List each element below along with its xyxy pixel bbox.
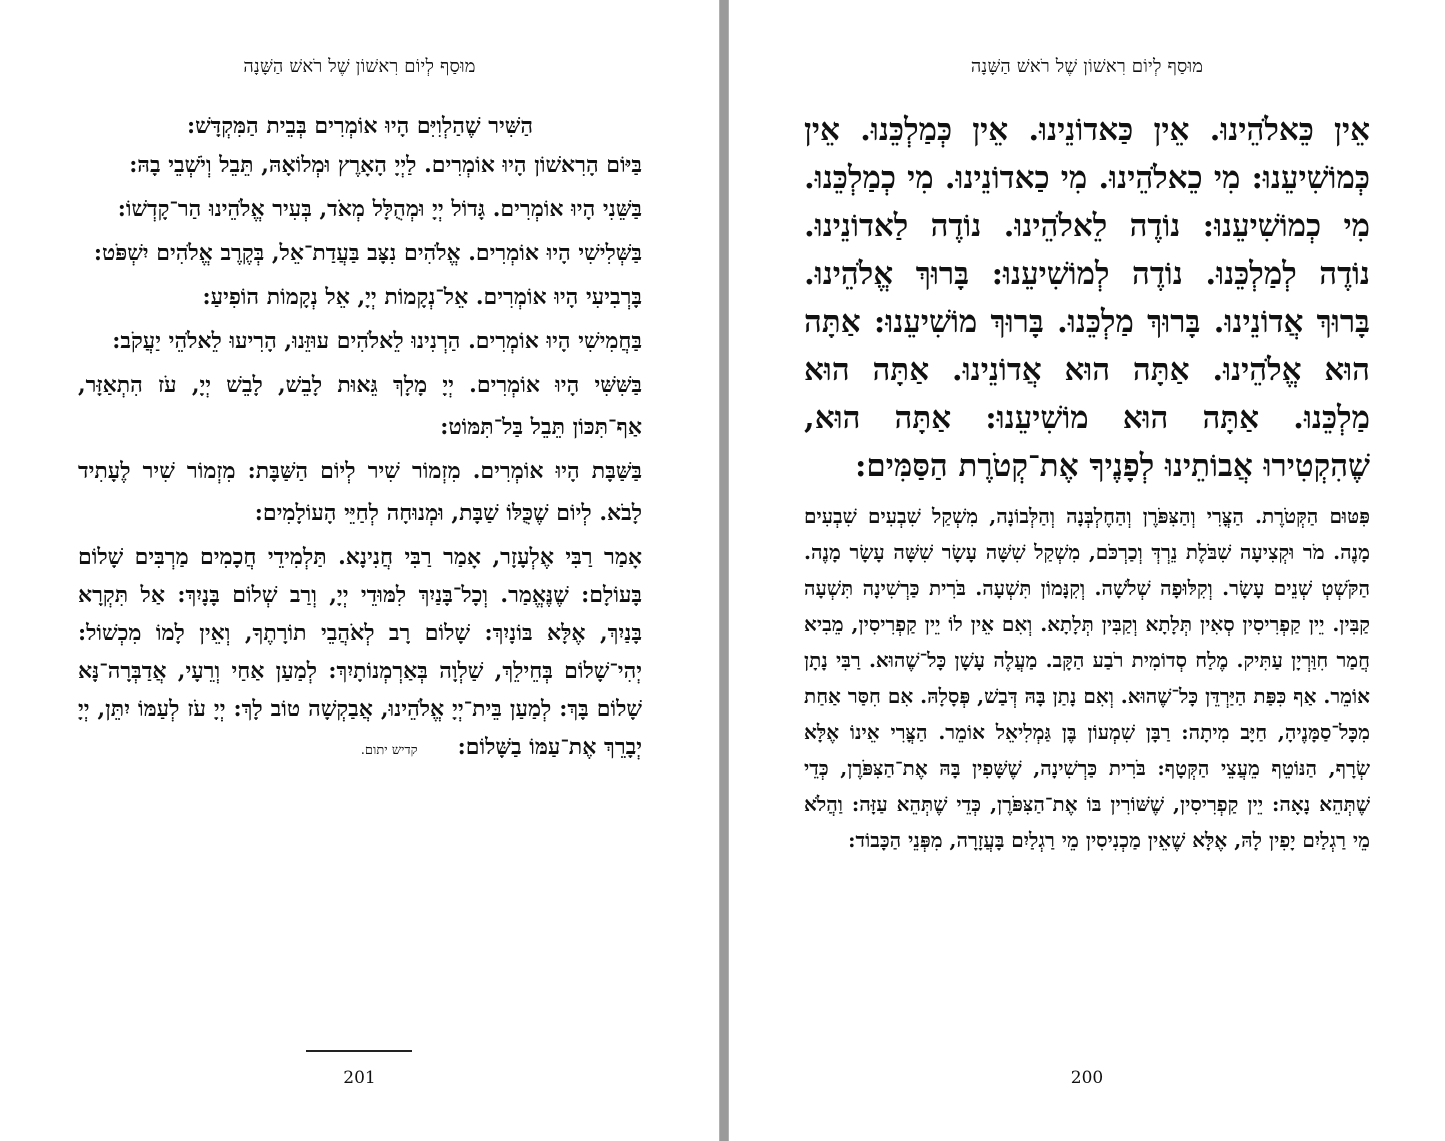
right-page-content (804, 106, 1370, 858)
right-page (728, 0, 1445, 1141)
day-psalm-6: בַּשִּׁשִּׁי הָיוּ אוֹמְרִים. יְיָ מָלָךְ גֵּאוּת לָבֵשׁ, לָבֵשׁ יְיָ, עֹז הִתְאַזָּר, אַף־תִּכּוֹן תֵּבֵל בַּל־תִּמּוֹט: (78, 372, 642, 440)
book-gutter (720, 0, 728, 1141)
kaddish-note: קדיש יתום. (360, 743, 418, 758)
footnote-rule (306, 1050, 412, 1052)
day-psalm-5: בַּחֲמִישִׁי הָיוּ אוֹמְרִים. הַרְנִינוּ לֵאלֹהִים עוּזֵּנוּ, הָרִיעוּ לֵאלֹהֵי יַעֲקֹב: (112, 328, 642, 354)
day-psalm-7: בַּשַּׁבָּת הָיוּ אוֹמְרִים. מִזְמוֹר שִׁיר לְיוֹם הַשַּׁבָּת: מִזְמוֹר שִׁיר לֶעָתִיד לָבֹא. לְיוֹם שֶׁכֻּלּוֹ שַׁבָּת, וּמְנוּחָה לְחַיֵּי הָעוֹלָמִים: (78, 458, 642, 526)
day-psalm-1: בַּיּוֹם הָרִאשׁוֹן הָיוּ אוֹמְרִים. לַיְיָ הָאָרֶץ וּמְלוֹאָהּ, תֵּבֵל וְיֹשְׁבֵי בָהּ: (129, 152, 642, 178)
day-psalm-2: בַּשֵּׁנִי הָיוּ אוֹמְרִים. גָּדוֹל יְיָ וּמְהֻלָּל מְאֹד, בְּעִיר אֱלֹהֵינוּ הַר־קָדְשׁוֹ: (117, 196, 642, 222)
running-head: מוּסַף לְיוֹם רִאשׁוֹן שֶׁל רֹאשׁ הַשָּׁנָה (243, 56, 476, 77)
page-number: 200 (1070, 1068, 1104, 1088)
running-head: מוּסַף לְיוֹם רִאשׁוֹן שֶׁל רֹאשׁ הַשָּׁנָה (970, 56, 1204, 77)
ein-keloheinu-text: אֵין כֵּאלֹהֵינוּ. אֵין כַּאדוֹנֵינוּ. אֵין כְּמַלְכֵּנוּ. אֵין כְּמוֹשִׁיעֵנוּ: מִי כֵאלֹהֵינוּ. מִי כַאדוֹנֵינוּ. מִי כְמַלְכֵּנוּ. מִי כְמוֹשִׁיעֵנוּ: נוֹדֶה לֵאלֹהֵינוּ. נוֹדֶה לַאדוֹנֵינוּ. נוֹדֶה לְמַלְכֵּנוּ. נוֹדֶה לְמוֹשִׁיעֵנוּ: בָּרוּךְ אֱלֹהֵינוּ. בָּרוּךְ אֲדוֹנֵינוּ. בָּרוּךְ מַלְכֵּנוּ. בָּרוּךְ מוֹשִׁיעֵנוּ: אַתָּה הוּא אֱלֹהֵינוּ. אַתָּה הוּא אֲדוֹנֵינוּ. אַתָּה הוּא מַלְכֵּנוּ. אַתָּה הוּא מוֹשִׁיעֵנוּ: אַתָּה הוּא, שֶׁהִקְטִירוּ אֲבוֹתֵינוּ לְפָנֶיךָ אֶת־קְטֹרֶת הַסַּמִּים: (804, 112, 1370, 484)
section-heading: הַשִּׁיר שֶׁהַלְוִיִּם הָיוּ אוֹמְרִים בְּבֵית הַמִּקְדָּשׁ: (186, 113, 534, 139)
left-page-content (78, 108, 642, 770)
closing-paragraph (78, 538, 642, 770)
day-psalm-3: בַּשְּׁלִישִׁי הָיוּ אוֹמְרִים. אֱלֹהִים נִצָּב בַּעֲדַת־אֵל, בְּקֶרֶב אֱלֹהִים יִשְׁפֹּט: (93, 240, 642, 266)
closing-text: אָמַר רַבִּי אֶלְעָזָר, אָמַר רַבִּי חֲנִינָא. תַּלְמִידֵי חֲכָמִים מַרְבִּים שָׁלוֹם בָּעוֹלָם: שֶׁנֶּאֱמַר. וְכָל־בָּנַיִךְ לִמּוּדֵי יְיָ, וְרַב שְׁלוֹם בָּנָיִךְ: אַל תִּקְרָא בָּנַיִךְ, אֶלָּא בּוֹנָיִךְ: שָׁלוֹם רָב לְאֹהֲבֵי תוֹרָתֶךָ, וְאֵין לָמוֹ מִכְשׁוֹל: יְהִי־שָׁלוֹם בְּחֵילֵךְ, שַׁלְוָה בְּאַרְמְנוֹתָיִךְ: לְמַעַן אַחַי וְרֵעָי, אֲדַבְּרָה־נָּא שָׁלוֹם בָּךְ: לְמַעַן בֵּית־יְיָ אֱלֹהֵינוּ, אֲבַקְשָׁה טוֹב לָךְ: יְיָ עֹז לְעַמּוֹ יִתֵּן, יְיָ יְבָרֵךְ אֶת־עַמּוֹ בַשָּׁלוֹם: (78, 544, 642, 760)
left-page (0, 0, 720, 1141)
day-psalm-4: בָּרְבִיעִי הָיוּ אוֹמְרִים. אֵל־נְקָמוֹת יְיָ, אֵל נְקָמוֹת הוֹפִיעַ: (202, 284, 642, 310)
page-number: 201 (343, 1068, 376, 1088)
pitum-haketoret-text: פִּטּוּם הַקְּטֹרֶת. הַצֳּרִי וְהַצִּפֹּרֶן וְהַחֶלְבְּנָה וְהַלְּבוֹנָה, מִשְׁקַל שִׁבְעִים שִׁבְעִים מָנֶה. מֹר וּקְצִיעָה שִׁבֹּלֶת נֵרְדְּ וְכַרְכֹּם, מִשְׁקַל שִׁשָּׁה עָשָׂר שִׁשָּׁה עָשָׂר מָנֶה. הַקֹּשְׁטְ שְׁנֵים עָשָׂר. וְקִלּוּפָה שְׁלשָׁה. וְקִנָּמוֹן תִּשְׁעָה. בֹּרִית כַּרְשִׁינָה תִּשְׁעָה קַבִּין. יֵין קַפְרִיסִין סְאִין תְּלָתָא וְקַבִּין תְּלָתָא. וְאִם אֵין לוֹ יֵין קַפְרִיסִין, מֵבִיא חֲמַר חִוַּרְיָן עַתִּיק. מֶלַח סְדוֹמִית רֹבַע הַקָּב. מַעֲלֶה עָשָׁן כָּל־שֶׁהוּא. רַבִּי נָתָן אוֹמֵר. אַף כִּפַּת הַיַּרְדֵּן כָּל־שֶׁהוּא. וְאִם נָתַן בָּהּ דְּבַשׁ, פְּסָלָהּ. אִם חִסַּר אַחַת מִכָּל־סַמָּנֶיהָ, חַיָּב מִיתָה: רַבָּן שִׁמְעוֹן בֶּן גַּמְלִיאֵל אוֹמֵר. הַצֳּרִי אֵינוֹ אֶלָּא שְׂרָף, הַנּוֹטֵף מֵעֲצֵי הַקְּטָף: בֹּרִית כַּרְשִׁינָה, שֶׁשָּׁפִין בָּהּ אֶת־הַצִּפֹּרֶן, כְּדֵי שֶׁתְּהֵא נָאָה: יֵין קַפְרִיסִין, שֶׁשּׁוֹרִין בּוֹ אֶת־הַצִּפֹּרֶן, כְּדֵי שֶׁתְּהֵא עַזָּה: וַהֲלֹא מֵי רַגְלַיִם יָפִין לָהּ, אֶלָּא שֶׁאֵין מַכְנִיסִין מֵי רַגְלַיִם בָּעֲזָרָה, מִפְּנֵי הַכָּבוֹד: (804, 504, 1370, 852)
